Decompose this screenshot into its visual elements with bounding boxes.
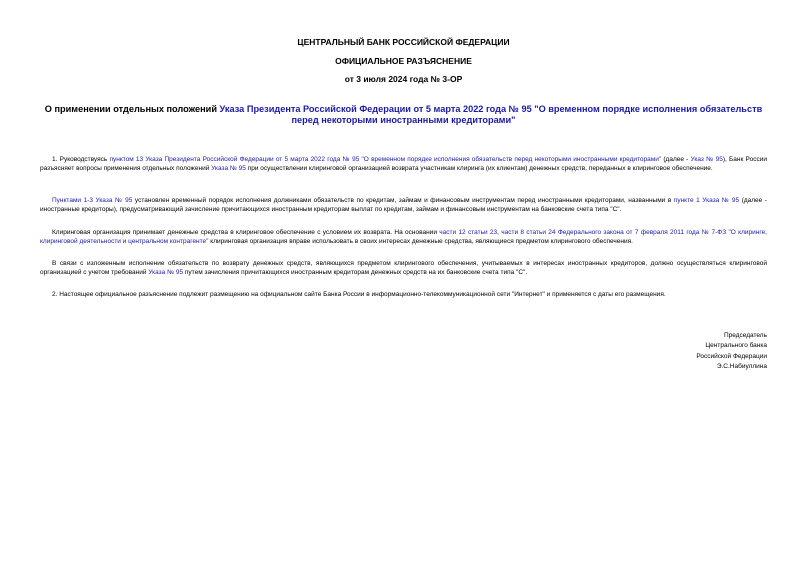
p4-text-a: В связи с изложенным исполнение обязательств по возврату денежных средств, являющихся предметом клирингового обеспечения, учитываемых в интересах иностранных кредиторов, должно осуществляться клиринговой организацией с учетом требований <box>40 260 767 277</box>
signature-organization-2: Российской Федерации <box>696 352 767 360</box>
paragraph-2 <box>40 196 767 214</box>
document-title <box>40 104 767 126</box>
p5-text: 2. Настоящее официальное разъяснение подлежит размещению на официальном сайте Банка России в информационно-телекоммуникационной сети "Интернет" и применяется с даты его размещения. <box>52 291 666 298</box>
paragraph-3 <box>40 228 767 246</box>
paragraph-4 <box>40 259 767 277</box>
p1-text-c: ), Банк России разъясняет вопросы применения отдельных положений <box>40 156 767 173</box>
document-type-heading: ОФИЦИАЛЬНОЕ РАЗЪЯСНЕНИЕ <box>335 56 472 66</box>
p2-text-b: (далее - иностранные кредиторы), предусматривающий зачисление причитающихся иностранным кредиторам выплат по кредитам, займам и финансовым инструментам на банковские счета типа "С". <box>40 197 767 214</box>
p3-article23-link[interactable]: части 12 статьи 23 <box>439 229 498 236</box>
signature-name: Э.С.Набиуллина <box>716 362 767 370</box>
paragraph-1 <box>40 155 767 173</box>
title-prefix: О применении отдельных положений <box>44 104 220 114</box>
p2-item1-link[interactable]: пункте 1 Указа № 95 <box>673 197 740 204</box>
p3-text-c: клиринговая организация вправе использовать в своих интересах денежные средства, являющиеся предметом клирингового обеспечения. <box>208 238 633 246</box>
p3-federal-law-link[interactable]: части 8 статьи 24 Федерального закона от 7 февраля 2011 года № 7-ФЗ "О клиринге, клиринговой деятельности и центральном контрагенте" <box>40 229 767 246</box>
paragraph-5 <box>40 290 767 299</box>
p1-decree-short-link[interactable]: Указ № 95 <box>690 156 723 163</box>
p4-text-b: путем зачисления причитающихся иностранным кредиторам денежных средств на их банковские счета типа "С". <box>183 269 528 277</box>
issuer-heading: ЦЕНТРАЛЬНЫЙ БАНК РОССИЙСКОЙ ФЕДЕРАЦИИ <box>297 37 510 47</box>
signature-position: Председатель <box>723 332 767 339</box>
p1-decree-link-2[interactable]: Указа № 95 <box>211 165 246 173</box>
p2-text-a: установлен временный порядок исполнения должниками обязательств по кредитам, займам и финансовым инструментам перед иностранными кредиторами, названными в <box>132 197 674 204</box>
p3-text-a: Клиринговая организация принимает денежные средства в клиринговое обеспечение с условием их возврата. На основании <box>52 229 440 236</box>
document-date-number: от 3 июля 2024 года № 3-ОР <box>344 74 463 84</box>
p2-items-link[interactable]: Пунктами 1-3 Указа № 95 <box>52 197 133 204</box>
p1-decree-item13-link[interactable]: пунктом 13 Указа Президента Российской Федерации от 5 марта 2022 года № 95 "О временном порядке исполнения обязательств перед некоторыми иностранными кредиторами" <box>109 156 662 163</box>
signature-block <box>696 331 767 372</box>
p3-text-b: , <box>497 229 502 236</box>
signature-organization: Центрального банка <box>705 342 767 350</box>
title-decree-link[interactable]: Указа Президента Российской Федерации от 5 марта 2022 года № 95 "О временном порядке исполнения обязательств перед некоторыми иностранными кредиторами" <box>219 104 763 125</box>
p1-text-a: 1. Руководствуясь <box>52 156 110 163</box>
p1-text-d: при осуществлении клиринговой организацией возврата участникам клиринга (их клиентам) денежных средств, переданных в клиринговое обеспечение. <box>245 165 713 173</box>
p1-text-b: (далее - <box>661 156 691 163</box>
p4-decree-link[interactable]: Указа № 95 <box>148 269 184 277</box>
